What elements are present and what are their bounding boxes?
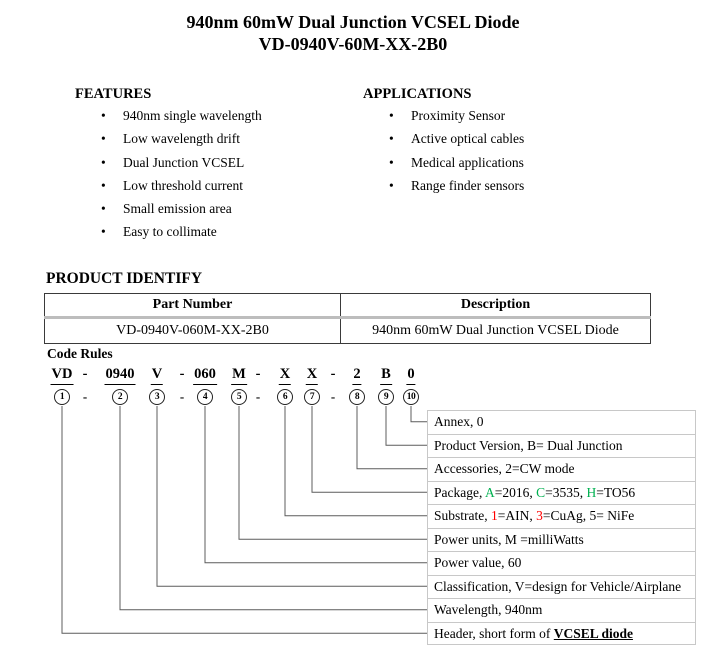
code-token: 0940 bbox=[105, 366, 136, 385]
code-token: VD bbox=[51, 366, 74, 385]
rule-text: Package, bbox=[434, 484, 485, 500]
code-token-dash: - bbox=[255, 366, 261, 382]
feature-item: • Easy to collimate bbox=[101, 220, 262, 243]
code-token-dash: - bbox=[330, 366, 336, 382]
rule-text: Product Version, B= Dual Junction bbox=[434, 437, 623, 453]
code-token: M bbox=[231, 366, 247, 385]
part-number-header: Part Number bbox=[45, 294, 341, 318]
rule-code-red: 3 bbox=[536, 508, 543, 523]
application-item: • Active optical cables bbox=[389, 127, 524, 150]
rule-code-emphasis: VCSEL diode bbox=[553, 625, 633, 641]
applications-list bbox=[389, 104, 524, 197]
code-rule-row-classification bbox=[427, 575, 696, 599]
rule-text: Substrate, bbox=[434, 508, 491, 523]
connector-line bbox=[386, 406, 427, 445]
rule-code-green: A bbox=[484, 484, 495, 500]
table-row bbox=[45, 318, 651, 344]
code-token: V bbox=[151, 366, 163, 385]
connector-line bbox=[312, 406, 427, 492]
code-token: B bbox=[380, 366, 392, 385]
rule-text: Annex, 0 bbox=[434, 414, 484, 429]
position-dash: - bbox=[330, 389, 336, 404]
code-rule-row-wavelength bbox=[427, 598, 696, 622]
feature-item: • 940nm single wavelength bbox=[101, 104, 262, 127]
application-item: • Proximity Sensor bbox=[389, 104, 524, 127]
position-marker: 6 bbox=[277, 389, 293, 405]
code-rule-row-substrate bbox=[427, 504, 696, 528]
rule-text: =3535, bbox=[545, 484, 587, 500]
code-token: 0 bbox=[406, 366, 415, 385]
code-token: 2 bbox=[352, 366, 361, 385]
rule-text: Classification, V=design for Vehicle/Airplane bbox=[434, 578, 682, 594]
position-marker: 3 bbox=[149, 389, 165, 405]
part-number-cell: VD-0940V-060M-XX-2B0 bbox=[116, 323, 269, 338]
position-marker: 7 bbox=[304, 389, 320, 405]
position-marker: 5 bbox=[231, 389, 247, 405]
code-token: X bbox=[306, 366, 318, 385]
description-cell: 940nm 60mW Dual Junction VCSEL Diode bbox=[341, 318, 651, 344]
application-item: • Range finder sensors bbox=[389, 174, 524, 197]
code-token: 060 bbox=[193, 366, 217, 385]
code-rule-row-annex bbox=[427, 410, 696, 434]
code-rule-row-power-units bbox=[427, 528, 696, 552]
connector-line bbox=[357, 406, 427, 469]
code-token-dash: - bbox=[82, 366, 88, 382]
connector-line bbox=[62, 406, 427, 633]
code-rule-row-header bbox=[427, 622, 696, 646]
position-dash: - bbox=[82, 389, 88, 404]
connector-line bbox=[285, 406, 427, 516]
connector-line bbox=[205, 406, 427, 563]
rule-text: Header, short form of bbox=[434, 625, 554, 641]
code-token: X bbox=[279, 366, 291, 385]
position-marker: 2 bbox=[112, 389, 128, 405]
position-dash: - bbox=[179, 389, 185, 404]
rule-code-red: 1 bbox=[491, 508, 498, 523]
application-item: • Medical applications bbox=[389, 151, 524, 174]
rule-text: Power units, M =milliWatts bbox=[434, 531, 584, 547]
position-marker: 8 bbox=[349, 389, 365, 405]
position-dash: - bbox=[255, 389, 261, 404]
position-marker: 1 bbox=[54, 389, 70, 405]
connector-line bbox=[157, 406, 427, 586]
part-number-table bbox=[44, 293, 651, 344]
rule-text: Accessories, 2=CW mode bbox=[434, 461, 575, 476]
rule-text: Wavelength, 940nm bbox=[434, 602, 543, 617]
rule-text: =CuAg, 5= NiFe bbox=[542, 508, 635, 523]
rule-code-green: C bbox=[536, 484, 546, 500]
applications-heading: APPLICATIONS bbox=[363, 86, 472, 102]
description-header: Description bbox=[341, 294, 651, 318]
feature-item: • Low threshold current bbox=[101, 174, 262, 197]
rule-text: =TO56 bbox=[596, 484, 636, 500]
connector-line bbox=[239, 406, 427, 539]
page-subtitle: VD-0940V-60M-XX-2B0 bbox=[258, 34, 448, 54]
rule-text: =2016, bbox=[494, 484, 537, 500]
page-title: 940nm 60mW Dual Junction VCSEL Diode bbox=[186, 12, 520, 32]
features-heading: FEATURES bbox=[75, 86, 152, 102]
rule-text: =AIN, bbox=[497, 508, 537, 523]
rule-code-green: H bbox=[586, 484, 597, 500]
rule-text: Power value, 60 bbox=[434, 555, 522, 570]
code-rule-row-power-value bbox=[427, 551, 696, 575]
features-list bbox=[101, 104, 262, 244]
feature-item: • Small emission area bbox=[101, 197, 262, 220]
code-rule-boxes bbox=[427, 410, 696, 645]
code-rule-row-accessories bbox=[427, 457, 696, 481]
feature-item: • Low wavelength drift bbox=[101, 127, 262, 150]
code-token-dash: - bbox=[179, 366, 185, 382]
position-marker: 10 bbox=[403, 389, 419, 405]
product-identify-heading: PRODUCT IDENTIFY bbox=[46, 270, 203, 287]
code-rule-row-package bbox=[427, 481, 696, 505]
connector-line bbox=[411, 406, 427, 422]
code-rule-row-product-version bbox=[427, 434, 696, 458]
position-marker: 4 bbox=[197, 389, 213, 405]
connector-line bbox=[120, 406, 427, 610]
position-marker: 9 bbox=[378, 389, 394, 405]
code-rules-heading: Code Rules bbox=[47, 346, 113, 361]
feature-item: • Dual Junction VCSEL bbox=[101, 151, 262, 174]
